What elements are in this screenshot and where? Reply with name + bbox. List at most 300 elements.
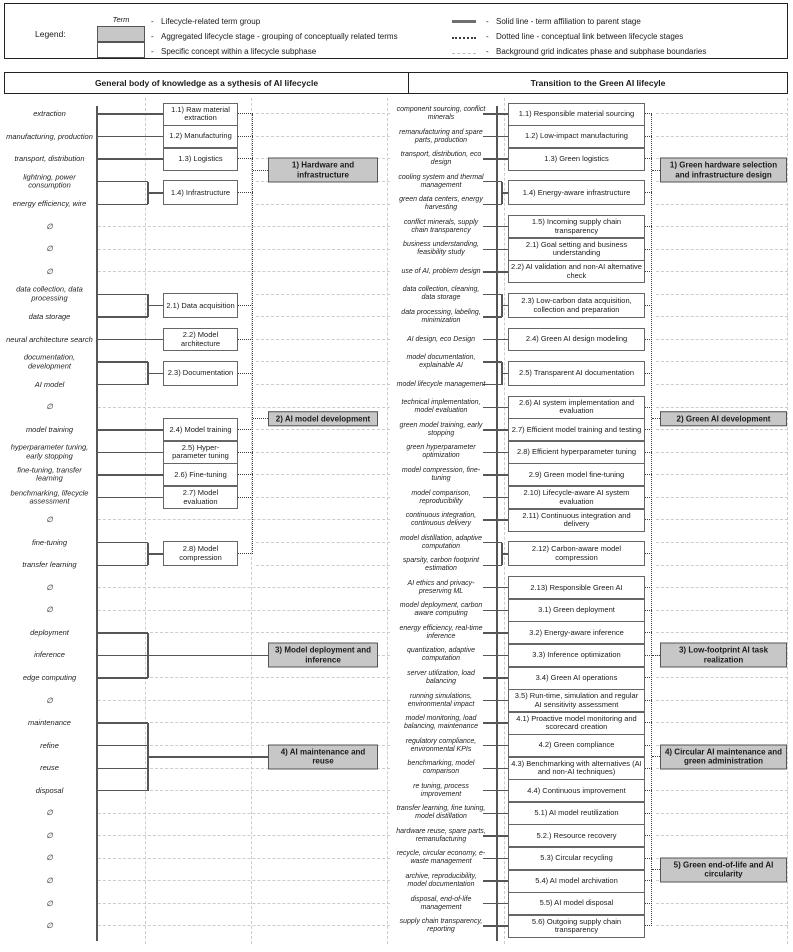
term-connector [483, 271, 508, 272]
grid-line-horizontal [656, 204, 788, 205]
grid-line-horizontal [656, 925, 788, 926]
grid-line-horizontal [98, 700, 390, 701]
lifecycle-term: ∅ [46, 605, 53, 615]
concept-box: 1.5) Incoming supply chain transparency [508, 215, 645, 238]
legend-dash: - [486, 32, 489, 41]
grid-line-horizontal [656, 271, 788, 272]
legend-item-label: Solid line - term affiliation to parent stage [496, 17, 641, 26]
grid-line-horizontal [656, 113, 788, 114]
lifecycle-term: cooling system and thermal management [398, 173, 484, 189]
grid-line-horizontal [656, 497, 788, 498]
stage-box: 5) Green end-of-life and AI circularity [660, 857, 787, 882]
concept-box: 2.6) Fine-tuning [163, 463, 238, 486]
grid-line-horizontal [98, 858, 390, 859]
grid-line-horizontal [656, 316, 788, 317]
dotted-stub [238, 452, 253, 453]
term-connector [97, 158, 163, 159]
concept-box: 1.1) Responsible material sourcing [508, 103, 645, 126]
dotted-stub [238, 553, 253, 554]
lifecycle-term: ∅ [46, 875, 53, 885]
legend-title: Legend: [35, 29, 66, 39]
term-connector [483, 452, 508, 453]
grid-line-horizontal [98, 587, 390, 588]
spine-line [96, 106, 98, 941]
lifecycle-term: transfer learning, fine tuning, model distillation [396, 805, 486, 821]
legend-dash: - [151, 17, 154, 26]
concept-box: 3.4) Green AI operations [508, 667, 645, 690]
grid-line-vertical [387, 98, 388, 944]
dotted-stub [238, 305, 253, 306]
legend-panel [4, 3, 788, 59]
lifecycle-term: archive, reproducibility, model documentation [405, 873, 477, 889]
grid-line-vertical [145, 98, 146, 944]
dotted-stub [238, 113, 253, 114]
term-connector [483, 880, 508, 881]
dotted-link-line [651, 114, 652, 926]
term-connector [97, 384, 148, 385]
lifecycle-term: inference [34, 650, 65, 660]
concept-box: 1.3) Logistics [163, 148, 238, 171]
grid-line-horizontal [256, 316, 390, 317]
grid-line-horizontal [98, 271, 390, 272]
concept-box: 5.1) AI model reutilization [508, 802, 645, 825]
dotted-stage-link [652, 655, 660, 656]
concept-box: 5.4) AI model archivation [508, 870, 645, 893]
stage-box: 3) Low-footprint AI task realization [660, 643, 787, 668]
grid-line-horizontal [656, 519, 788, 520]
stage-box: 3) Model deployment and inference [268, 643, 378, 668]
grid-line-horizontal [98, 880, 390, 881]
lifecycle-term: technical implementation, model evaluation [401, 399, 481, 415]
term-connector [483, 813, 508, 814]
lifecycle-term: AI design, eco Design [406, 335, 476, 343]
bracket-connector [148, 553, 163, 554]
lifecycle-term: conflict minerals, supply chain transparency [403, 218, 479, 234]
term-connector [483, 835, 508, 836]
grid-line-vertical [787, 98, 788, 944]
grid-line-horizontal [150, 632, 390, 633]
legend-item [151, 32, 398, 41]
legend-item [486, 32, 683, 41]
lifecycle-term: ∅ [46, 830, 53, 840]
column-headers [4, 72, 788, 94]
term-connector [97, 136, 163, 137]
lifecycle-term: continuous integration, continuous delivery [405, 512, 477, 528]
concept-box: 2.2) Model architecture [163, 328, 238, 351]
concept-box: 2.11) Continuous integration and delivery [508, 509, 645, 532]
term-connector [483, 429, 508, 430]
term-connector [483, 587, 508, 588]
concept-box: 3.5) Run-time, simulation and regular AI sensitivity assessment [508, 689, 645, 712]
concept-box: 4.2) Green compliance [508, 734, 645, 757]
concept-box: 4.1) Proactive model monitoring and scorecard creation [508, 712, 645, 735]
lifecycle-term: fine-tuning [31, 537, 68, 547]
lifecycle-term: remanufacturing and spare parts, production [399, 128, 483, 144]
grid-line-horizontal [98, 903, 390, 904]
term-connector [97, 316, 148, 317]
term-connector [483, 407, 508, 408]
term-connector [483, 722, 508, 723]
term-connector [483, 925, 508, 926]
legend-item-label: Dotted line - conceptual link between lifecycle stages [496, 32, 684, 41]
dotted-stub [238, 136, 253, 137]
term-connector [97, 790, 148, 791]
grid-line-horizontal [256, 384, 390, 385]
legend-dash: - [151, 47, 154, 56]
lifecycle-term: ∅ [46, 221, 53, 231]
lifecycle-term: regulatory compliance, environmental KPIs [405, 737, 477, 753]
lifecycle-term: transport, distribution, eco design [400, 151, 482, 167]
concept-box: 4.3) Benchmarking with alternatives (AI and non-AI techniques) [508, 757, 645, 780]
concept-box: 2.8) Efficient hyperparameter tuning [508, 441, 645, 464]
grid-line-horizontal [656, 790, 788, 791]
lifecycle-term: ∅ [46, 582, 53, 592]
legend-item-label: Lifecycle-related term group [161, 17, 261, 26]
concept-box: 1.3) Green logistics [508, 148, 645, 171]
stage-box: 4) Circular AI maintenance and green administration [660, 744, 787, 769]
dotted-stage-link [652, 418, 660, 419]
grid-line-horizontal [656, 587, 788, 588]
legend-item-label: Specific concept within a lifecycle subphase [161, 47, 317, 56]
grid-line-horizontal [98, 407, 390, 408]
lifecycle-term: component sourcing, conflict minerals [396, 106, 486, 121]
dotted-stub [238, 158, 253, 159]
concept-box: 2.1) Data acquisition [163, 293, 238, 318]
grid-line-horizontal [98, 925, 390, 926]
grid-line-horizontal [656, 226, 788, 227]
grid-line-horizontal [656, 429, 788, 430]
term-connector [483, 768, 508, 769]
concept-box: 3.2) Energy-aware inference [508, 621, 645, 644]
grid-line-horizontal [656, 835, 788, 836]
header-right-panel: Transition to the Green AI lifecyle [408, 73, 787, 93]
grid-line-horizontal [656, 361, 788, 362]
header-left-panel: General body of knowledge as a sythesis of AI lifecycle [94, 78, 319, 88]
concept-box: 2.13) Responsible Green AI [508, 576, 645, 599]
dotted-link-line [252, 114, 253, 554]
concept-box: 2.4) Green AI design modeling [508, 328, 645, 351]
concept-box: 2.3) Low-carbon data acquisition, collection and preparation [508, 293, 645, 318]
grid-line-horizontal [656, 339, 788, 340]
grid-line-horizontal [656, 903, 788, 904]
lifecycle-term: ∅ [46, 514, 53, 524]
lifecycle-term: business understanding, feasibility study [403, 241, 479, 257]
stage-box: 2) Green AI development [660, 411, 787, 427]
lifecycle-term: ∅ [46, 266, 53, 276]
concept-box: 3.3) Inference optimization [508, 644, 645, 667]
grid-line-horizontal [256, 113, 390, 114]
grid-line-horizontal [256, 339, 390, 340]
dotted-stage-link [253, 170, 268, 171]
lifecycle-term: model distillation, adaptive computation [399, 534, 483, 550]
legend-stage-swatch [97, 26, 145, 42]
grid-line-horizontal [656, 677, 788, 678]
grid-line-horizontal [256, 204, 390, 205]
concept-box: 2.12) Carbon-aware model compression [508, 541, 645, 566]
spine-line [496, 106, 498, 941]
concept-box: 2.9) Green model fine-tuning [508, 463, 645, 486]
term-connector [97, 745, 148, 746]
grid-line-horizontal [656, 249, 788, 250]
term-connector [483, 249, 508, 250]
lifecycle-term: re tuning, process improvement [413, 782, 469, 798]
term-connector [483, 497, 508, 498]
grid-line-horizontal [150, 677, 390, 678]
stage-box: 4) AI maintenance and reuse [268, 744, 378, 769]
term-connector [97, 204, 148, 205]
lifecycle-term: ∅ [46, 695, 53, 705]
lifecycle-term: model deployment, carbon aware computing [399, 602, 483, 618]
grid-line-horizontal [656, 565, 788, 566]
grid-line-horizontal [256, 474, 390, 475]
concept-box: 2.1) Goal setting and business understanding [508, 238, 645, 261]
grid-line-horizontal [150, 722, 390, 723]
lifecycle-term: fine-tuning, transfer learning [17, 465, 82, 483]
grid-line-horizontal [656, 384, 788, 385]
dotted-stub [238, 339, 253, 340]
legend-item-label: Background grid indicates phase and subphase boundaries [496, 47, 707, 56]
lifecycle-term: data processing, labeling, minimization [401, 309, 481, 325]
dotted-stage-link [253, 418, 268, 419]
grid-line-horizontal [256, 429, 390, 430]
lifecycle-term: energy efficiency, real-time inference [399, 624, 483, 640]
term-connector [97, 181, 148, 182]
lifecycle-term: ∅ [46, 853, 53, 863]
term-connector [483, 632, 508, 633]
concept-box: 1.2) Manufacturing [163, 125, 238, 148]
lifecycle-term: data storage [28, 311, 71, 321]
concept-box: 2.6) AI system implementation and evaluation [508, 396, 645, 419]
dotted-stub [238, 192, 253, 193]
grid-line-horizontal [656, 610, 788, 611]
concept-box: 2.7) Efficient model training and testing [508, 418, 645, 441]
lifecycle-term: ∅ [46, 244, 53, 254]
legend-item [151, 47, 316, 56]
lifecycle-term: refine [40, 740, 59, 750]
lifecycle-term: documentation, development [23, 352, 76, 371]
term-connector [97, 294, 148, 295]
concept-box: 1.1) Raw material extraction [163, 103, 238, 126]
lifecycle-term: model training [25, 424, 74, 434]
lifecycle-term: transfer learning [22, 559, 77, 569]
lifecycle-term: hardware reuse, spare parts, remanufacturing [396, 827, 486, 843]
lifecycle-term: reuse [40, 762, 59, 772]
lifecycle-term: data collection, data processing [16, 284, 83, 303]
lifecycle-term: hyperparameter tuning, early stopping [10, 442, 89, 461]
lifecycle-term: supply chain transparency, reporting [399, 918, 483, 934]
grid-line-horizontal [98, 813, 390, 814]
term-connector [483, 226, 508, 227]
dotted-stage-link [652, 869, 660, 870]
concept-box: 2.5) Hyper-parameter tuning [163, 441, 238, 464]
term-connector [97, 429, 163, 430]
term-connector [483, 655, 508, 656]
stage-connector [148, 756, 268, 757]
lifecycle-term: lightning, power consumption [23, 172, 76, 190]
lifecycle-term: benchmarking, lifecycle assessment [10, 488, 89, 506]
term-connector [97, 361, 148, 362]
lifecycle-term: transport, distribution [14, 153, 85, 163]
term-connector [97, 565, 148, 566]
lifecycle-term: model lifecycle management [396, 380, 486, 388]
grid-line-horizontal [256, 136, 390, 137]
concept-box: 1.4) Infrastructure [163, 180, 238, 205]
term-connector [483, 610, 508, 611]
grid-line-horizontal [98, 249, 390, 250]
legend-dash: - [486, 47, 489, 56]
concept-box: 1.2) Low-impact manufacturing [508, 125, 645, 148]
lifecycle-term: edge computing [22, 672, 77, 682]
legend-concept-swatch [97, 42, 145, 58]
grid-line-horizontal [656, 407, 788, 408]
grid-line-horizontal [656, 700, 788, 701]
concept-box: 3.1) Green deployment [508, 599, 645, 622]
lifecycle-term: quantization, adaptive computation [406, 647, 476, 663]
term-connector [483, 677, 508, 678]
concept-box: 2.3) Documentation [163, 361, 238, 386]
term-connector [97, 497, 163, 498]
lifecycle-term: model compression, fine-tuning [401, 466, 481, 482]
grid-line-horizontal [256, 452, 390, 453]
grid-line-horizontal [656, 474, 788, 475]
lifecycle-term: running simulations, environmental impact [407, 692, 475, 708]
grid-line-horizontal [256, 497, 390, 498]
stage-box: 1) Green hardware selection and infrastructure design [660, 158, 787, 183]
legend-dash: - [151, 32, 154, 41]
lifecycle-term: maintenance [28, 717, 71, 727]
grid-line-horizontal [98, 226, 390, 227]
stage-box: 2) AI model development [268, 411, 378, 427]
solid-line-sample [452, 20, 476, 23]
concept-box: 2.4) Model training [163, 418, 238, 441]
lifecycle-term: AI ethics and privacy-preserving ML [407, 579, 475, 595]
lifecycle-term: sparsity, carbon footprint estimation [402, 557, 480, 573]
concept-box: 2.7) Model evaluation [163, 486, 238, 509]
lifecycle-term: energy efficiency, wire [12, 198, 87, 208]
grid-line-horizontal [656, 813, 788, 814]
concept-box: 1.4) Energy-aware infrastructure [508, 180, 645, 205]
lifecycle-term: recycle, circular economy, e-waste management [396, 850, 486, 866]
concept-box: 2.10) Lifecycle-aware AI system evaluation [508, 486, 645, 509]
lifecycle-term: green data centers, energy harvesting [399, 196, 483, 212]
dotted-stub [238, 497, 253, 498]
bracket-connector [148, 373, 163, 374]
term-connector [483, 136, 508, 137]
grid-line-horizontal [98, 835, 390, 836]
lifecycle-term: green hyperparameter optimization [406, 444, 476, 460]
term-connector [483, 858, 508, 859]
dotted-stub [238, 429, 253, 430]
term-connector [483, 474, 508, 475]
concept-box: 5.6) Outgoing supply chain transparency [508, 915, 645, 938]
grid-line-sample [452, 53, 476, 54]
term-connector [483, 158, 508, 159]
grid-line-horizontal [98, 610, 390, 611]
grid-line-horizontal [256, 361, 390, 362]
grid-line-horizontal [656, 542, 788, 543]
concept-box: 2.8) Model compression [163, 541, 238, 566]
lifecycle-term: extraction [33, 108, 66, 118]
grid-line-horizontal [256, 542, 390, 543]
term-connector [97, 113, 163, 114]
term-connector [97, 632, 148, 633]
lifecycle-term: model documentation, explainable AI [406, 354, 476, 370]
legend-term-sample: Term [112, 15, 130, 24]
lifecycle-term: ∅ [46, 920, 53, 930]
term-connector [97, 542, 148, 543]
grid-line-horizontal [150, 790, 390, 791]
dotted-stub [238, 373, 253, 374]
concept-box: 5.3) Circular recycling [508, 847, 645, 870]
grid-line-horizontal [656, 136, 788, 137]
term-connector [97, 452, 163, 453]
term-connector [483, 903, 508, 904]
term-connector [97, 722, 148, 723]
term-connector [483, 113, 508, 114]
lifecycle-term: green model training, early stopping [399, 421, 483, 437]
grid-line-horizontal [256, 565, 390, 566]
grid-line-horizontal [656, 632, 788, 633]
concept-box: 5.5) AI model disposal [508, 892, 645, 915]
lifecycle-term: model monitoring, load balancing, maintenance [404, 715, 478, 731]
stage-connector [148, 655, 268, 656]
term-connector [483, 745, 508, 746]
lifecycle-term: disposal [35, 785, 64, 795]
term-connector [97, 339, 163, 340]
term-connector [483, 700, 508, 701]
lifecycle-term: ∅ [46, 808, 53, 818]
lifecycle-term: use of AI, problem design [401, 267, 481, 275]
lifecycle-term: neural architecture search [6, 334, 93, 344]
lifecycle-term: deployment [30, 627, 69, 637]
concept-box: 4.4) Continuous improvement [508, 779, 645, 802]
term-connector [483, 519, 508, 520]
grid-line-horizontal [656, 294, 788, 295]
legend-dash: - [486, 17, 489, 26]
legend-item [486, 17, 641, 26]
lifecycle-term: manufacturing, production [6, 131, 93, 141]
concept-box: 2.2) AI validation and non-AI alternative check [508, 260, 645, 283]
term-connector [483, 790, 508, 791]
bracket-connector [148, 192, 163, 193]
grid-line-horizontal [656, 452, 788, 453]
lifecycle-term: server utilization, load balancing [407, 670, 475, 685]
bracket-connector [148, 305, 163, 306]
term-connector [97, 768, 148, 769]
dotted-stage-link [652, 756, 660, 757]
concept-box: 5.2.) Resource recovery [508, 824, 645, 847]
term-connector [97, 655, 148, 656]
grid-line-horizontal [98, 519, 390, 520]
lifecycle-term: data collection, cleaning, data storage [402, 286, 480, 302]
lifecycle-term: model comparison, reproducibility [411, 489, 471, 505]
term-connector [97, 677, 148, 678]
stage-box: 1) Hardware and infrastructure [268, 158, 378, 183]
term-connector [97, 474, 163, 475]
legend-item [151, 17, 260, 26]
dotted-line-sample [452, 37, 476, 39]
dotted-stage-link [652, 170, 660, 171]
grid-line-horizontal [256, 294, 390, 295]
lifecycle-term: ∅ [46, 402, 53, 412]
legend-item [486, 47, 706, 56]
grid-line-horizontal [656, 722, 788, 723]
lifecycle-term: AI model [34, 379, 65, 389]
term-connector [483, 339, 508, 340]
legend-item-label: Aggregated lifecycle stage - grouping of conceptually related terms [161, 32, 398, 41]
lifecycle-term: disposal, end-of-life management [410, 895, 472, 911]
lifecycle-term: ∅ [46, 898, 53, 908]
